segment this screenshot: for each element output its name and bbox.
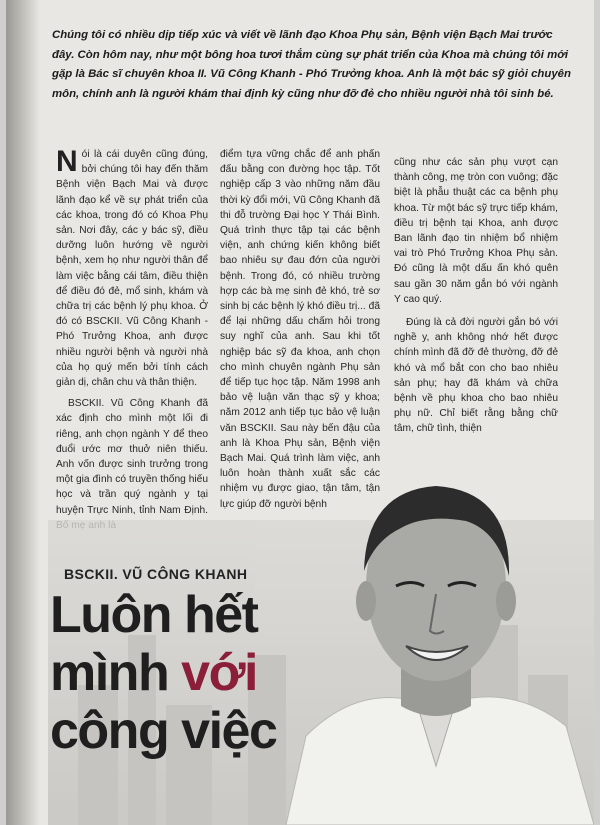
column2-paragraph-1: điểm tựa vững chắc để anh phấn đấu bằng con đường học tập. Tốt nghiệp cấp 3 vào những năm đầu thời kỳ đổi mới, Vũ Công Khanh đã thi đỗ trường Đại học Y Thái Bình. Quá trình thực tập tại các bệnh viện, anh chứng kiến không biết bao nhiêu sự đau đớn của người bệnh. Trong đó, có nhiều trường hợp các bà mẹ sinh đẻ khó, trẻ sơ sinh bị các bệnh lý khó điều trị... đã để lại những dấu chấm hỏi trong suy nghĩ của anh. Sau khi tốt nghiệp bác sỹ đa khoa, anh chọn cho mình chuyên ngành Phụ sản để tiếp tục học tập. Năm 1998 anh bảo vệ luận văn thạc sỹ y khoa; năm 2012 anh tiếp tục bảo vệ luận văn BSCKII. Sau này bến đậu của anh là Khoa Phụ sản, Bệnh viện Bạch Mai. Quá trình làm việc, anh luôn hoàn thành xuất sắc các nhiệm vụ được giao, tận tâm, tận lực giúp đỡ người bệnh	[220, 149, 380, 510]
magazine-page	[6, 0, 594, 825]
column1-paragraph-1-text: ói là cái duyên cũng đúng, bởi chúng tôi hay đến thăm Bệnh viện Bạch Mai và được lãnh đạo kể về sự phát triển của các khoa, trong đó có Khoa Phụ sản. Nơi đây, các y bác sỹ, điều dưỡng luôn hướng về người bệnh, xem họ như người thân để làm việc bằng cái tâm, điều thiện để điều đó đẻ, mổ sinh, khám và chữa trị các bệnh lý phụ khoa. Ở đó có BSCKII. Vũ Công Khanh - Phó Trưởng Khoa, anh được nhiều người bệnh và người nhà của họ quý mến bởi tính cách giản dị, chân chu và thân thiện.	[56, 149, 208, 389]
column3-paragraph-2: Đúng là cả đời người gắn bó với nghề y, anh không nhớ hết được chính mình đã đỡ đẻ thường, đỡ đẻ khó và mổ bắt con cho bao nhiêu sản phụ; hay đã khám và chữa bệnh về phụ khoa cho bao nhiêu phụ nữ. Chỉ biết rằng bằng chữ tâm, chữ tình, thiện	[394, 317, 558, 435]
column1-paragraph-1	[56, 147, 208, 390]
column3-paragraph-1: cũng như các sản phụ vượt cạn thành công, mẹ tròn con vuông; đặc biệt là phẫu thuật các ca bệnh phụ khoa. Từ một bác sỹ trực tiếp khám, điều trị bệnh tại Khoa, anh được Ban lãnh đạo tin nhiệm bổ nhiệm vai trò Phó Trưởng Khoa Phụ sản. Đó cũng là một dấu ấn khó quên sau gần 30 năm gắn bó với ngành Y cao quý.	[394, 157, 558, 305]
article-column-1	[56, 147, 208, 533]
headline-accent-word: với	[181, 644, 258, 702]
headline-line-1: Luôn hết	[50, 586, 258, 644]
page-spine	[6, 0, 40, 825]
headline-line-2-start: mình	[50, 644, 182, 702]
article-column-3	[394, 155, 558, 437]
headline-line-3: công việc	[50, 702, 277, 760]
dropcap: N	[56, 145, 78, 178]
byline: BSCKII. VŨ CÔNG KHANH	[64, 566, 248, 582]
headline-line-2	[50, 644, 330, 702]
headline	[50, 586, 330, 760]
column1-paragraph-2: BSCKII. Vũ Công Khanh đã xác định cho mình một lối đi riêng, anh chọn ngành Y để theo đuổi ước mơ thuở niên thiếu. Anh vốn được sinh trưởng trong một gia đình có truyền thống hiếu học và trần quý ngành y tại huyện Trực Ninh, tỉnh Nam Định.	[56, 398, 208, 516]
intro-paragraph: Chúng tôi có nhiều dịp tiếp xúc và viết về lãnh đạo Khoa Phụ sản, Bệnh viện Bạch Mai trước đây. Còn hôm nay, như một bông hoa tươi thắm cùng sự phát triển của Khoa mà chúng tôi mới gặp là Bác sĩ chuyên khoa II. Vũ Công Khanh - Phó Trưởng khoa. Anh là một bác sỹ giỏi chuyên môn, chính anh là người khám thai định kỳ cũng như đỡ đẻ cho nhiều người nhà tôi sinh bé.	[52, 29, 571, 100]
